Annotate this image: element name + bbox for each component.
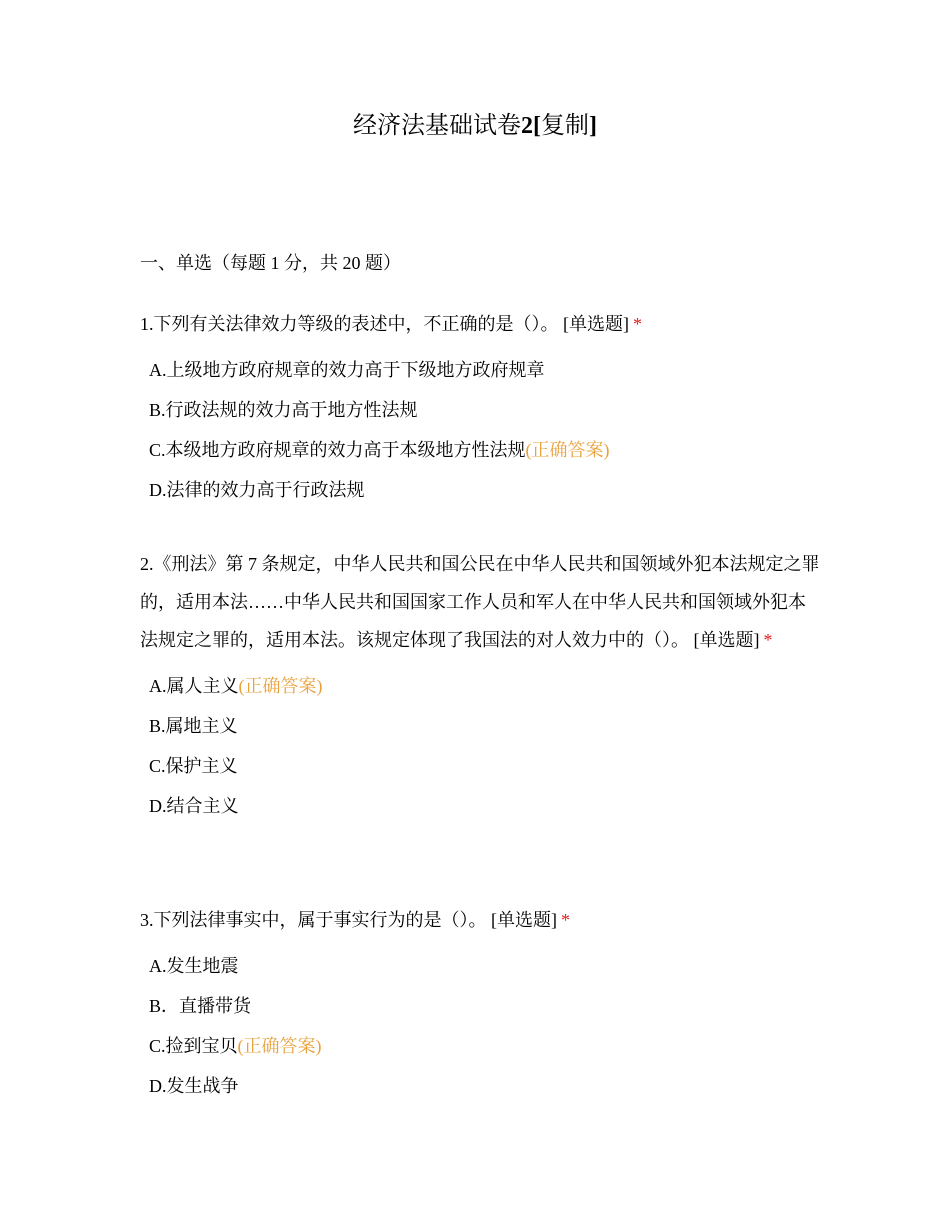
page-title-main: 经济法基础试卷 <box>353 113 521 139</box>
option-d[interactable] <box>149 470 820 510</box>
option-c[interactable] <box>149 746 820 786</box>
question-1 <box>140 305 820 510</box>
required-mark: * <box>633 314 642 334</box>
option-a[interactable] <box>149 666 820 706</box>
option-text: C.捡到宝贝 <box>149 1036 238 1056</box>
option-d[interactable] <box>149 1066 820 1106</box>
page-title-close: ] <box>589 113 597 139</box>
correct-answer-tag: (正确答案) <box>238 676 323 696</box>
option-list <box>140 946 820 1106</box>
question-3 <box>140 901 820 1106</box>
option-b[interactable] <box>149 986 820 1026</box>
option-c[interactable] <box>149 1026 820 1066</box>
question-stem <box>140 901 820 939</box>
option-b[interactable] <box>149 706 820 746</box>
question-stem-text: 2.《刑法》第 7 条规定，中华人民共和国公民在中华人民共和国领域外犯本法规定之罪的，适用本法……中华人民共和国国家工作人员和军人在中华人民共和国领域外犯本法规定之罪的，适用本法。该规定体现了我国法的对人效力中的（）。 [单选题] <box>140 554 820 650</box>
question-stem-text: 3.下列法律事实中，属于事实行为的是（）。 [单选题] <box>140 910 557 930</box>
option-text: B.属地主义 <box>149 716 238 736</box>
correct-answer-tag: (正确答案) <box>525 440 610 460</box>
required-mark: * <box>763 630 773 650</box>
question-stem <box>140 305 820 343</box>
correct-answer-tag: (正确答案) <box>237 1036 322 1056</box>
option-text: C.本级地方政府规章的效力高于本级地方性法规 <box>149 440 526 460</box>
option-d[interactable] <box>149 786 820 826</box>
option-text: B．直播带货 <box>149 996 252 1016</box>
option-text: D.法律的效力高于行政法规 <box>149 480 365 500</box>
section-heading: 一、单选（每题 1 分，共 20 题） <box>140 253 401 273</box>
option-list <box>140 666 820 826</box>
option-list <box>140 350 820 510</box>
page-title <box>0 110 950 142</box>
option-a[interactable] <box>149 946 820 986</box>
page-title-number: 2[ <box>521 113 541 139</box>
question-2 <box>140 545 820 826</box>
option-text: A.发生地震 <box>149 956 239 976</box>
option-a[interactable] <box>149 350 820 390</box>
option-text: A.属人主义 <box>149 676 239 696</box>
option-text: C.保护主义 <box>149 756 238 776</box>
option-text: D.结合主义 <box>149 796 239 816</box>
page-title-suffix: 复制 <box>541 113 589 139</box>
option-c[interactable] <box>149 430 820 470</box>
option-b[interactable] <box>149 390 820 430</box>
option-text: A.上级地方政府规章的效力高于下级地方政府规章 <box>149 360 545 380</box>
question-stem <box>140 545 820 659</box>
required-mark: * <box>561 910 570 930</box>
option-text: B.行政法规的效力高于地方性法规 <box>149 400 418 420</box>
question-stem-text: 1.下列有关法律效力等级的表述中，不正确的是（）。 [单选题] <box>140 314 629 334</box>
option-text: D.发生战争 <box>149 1076 239 1096</box>
